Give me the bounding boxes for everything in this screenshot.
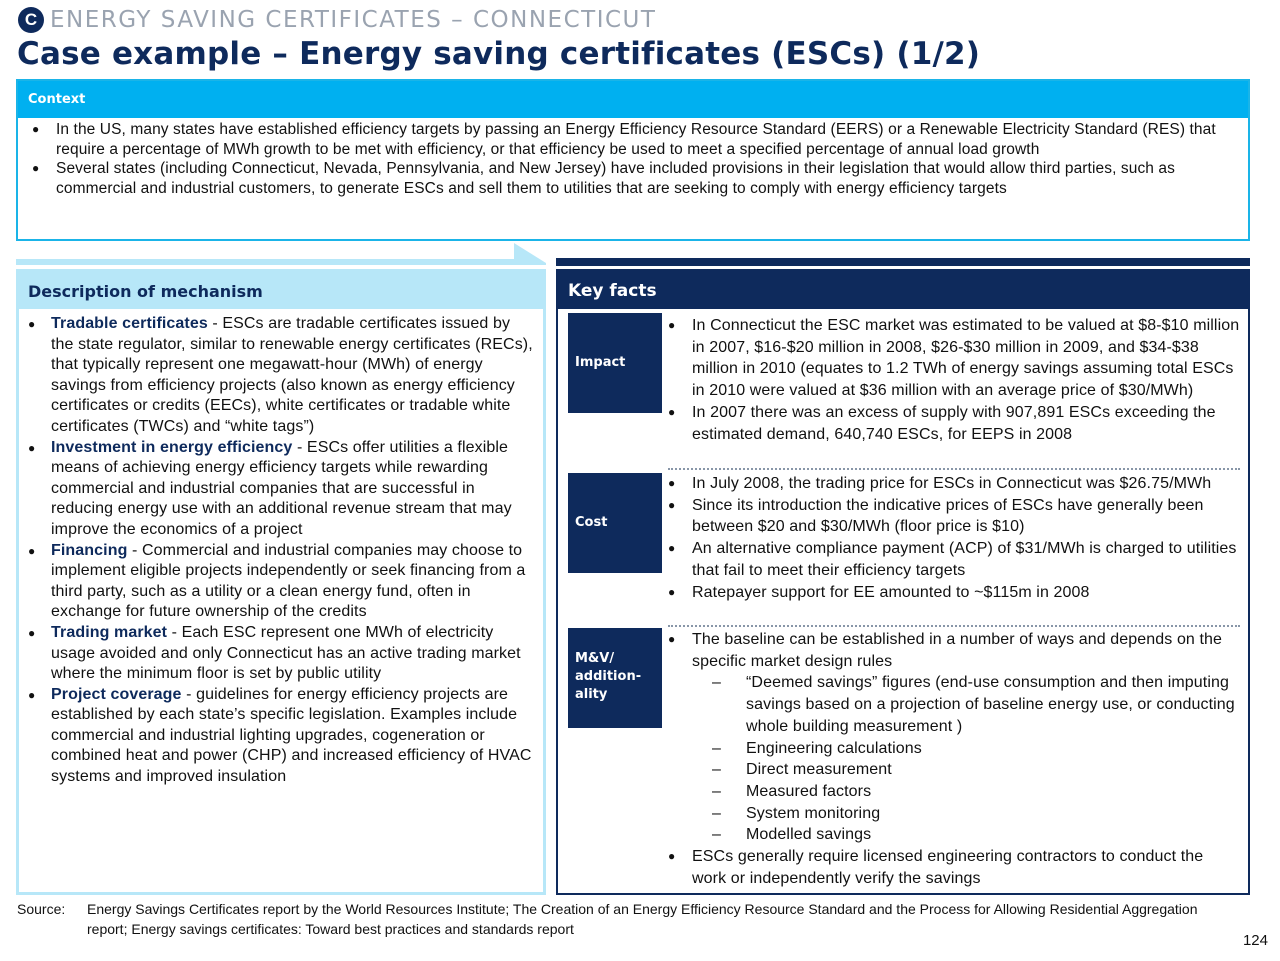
mechanism-term: Financing	[51, 541, 128, 559]
context-heading: Context	[18, 81, 1248, 118]
page-number: 124	[1242, 932, 1268, 949]
mechanism-item	[28, 623, 535, 685]
mv-sub-bullet: – Direct measurement	[668, 759, 1240, 781]
mv-sub-bullet: – System monitoring	[668, 803, 1240, 825]
cost-body	[668, 473, 1240, 603]
impact-bullet: ● In 2007 there was an excess of supply with 907,891 ESCs exceeding the estimated demand, 640,740 ESCs, for EEPS in 2008	[668, 402, 1240, 445]
mv-sub-bullet: – Measured factors	[668, 781, 1240, 803]
mv-sub-bullet: – “Deemed savings” figures (end-use consumption and then imputing savings based on a projection of baseline energy use, or conducting whole building measurement )	[668, 672, 1240, 737]
mechanism-text: - Commercial and industrial companies may choose to implement eligible projects independently or seek financing from a third party, such as a utility or a clean energy fund, often in exchange for future ownership of the credits	[51, 541, 526, 621]
source-note	[17, 899, 1237, 939]
section-header	[18, 6, 656, 34]
key-facts-panel	[556, 269, 1250, 895]
cost-separator	[668, 625, 1240, 627]
key-facts-strip	[556, 258, 1250, 266]
mechanism-item	[28, 541, 535, 623]
impact-body	[668, 315, 1240, 445]
mechanism-heading: Description of mechanism	[19, 272, 543, 309]
mechanism-text: - guidelines for energy efficiency projects are established by each state’s specific legislation. Examples include commercial and industrial lighting upgrades, cogeneration or combined heat and power (CHP) and increased efficiency of HVAC systems and improved insulation	[51, 685, 532, 786]
context-panel	[16, 79, 1250, 241]
cost-bullet: ● An alternative compliance payment (ACP) of $31/MWh is charged to utilities that fail to meet their efficiency targets	[668, 538, 1240, 581]
key-facts-heading: Key facts	[558, 271, 1248, 309]
mechanism-term: Investment in energy efficiency	[51, 438, 293, 456]
mechanism-item	[28, 314, 535, 438]
mechanism-panel	[16, 269, 546, 895]
mv-label	[568, 628, 662, 728]
impact-separator	[668, 468, 1240, 470]
mv-sub-bullet: – Modelled savings	[668, 824, 1240, 846]
context-list	[18, 118, 1248, 198]
mechanism-term: Project coverage	[51, 685, 182, 703]
mv-label-line: M&V/	[575, 651, 615, 666]
mechanism-list	[19, 309, 543, 788]
mv-label-line: addition-	[575, 669, 642, 684]
source-label: Source:	[17, 901, 66, 917]
cost-bullet: ● In July 2008, the trading price for ESCs in Connecticut was $26.75/MWh	[668, 473, 1240, 495]
mechanism-text: - Each ESC represent one MWh of electricity usage avoided and only Connecticut has an active trading market where the minimum floor is set by public utility	[51, 623, 521, 683]
page-title: Case example – Energy saving certificates (ESCs) (1/2)	[17, 36, 981, 72]
mechanism-item	[28, 438, 535, 541]
impact-bullet: ● In Connecticut the ESC market was estimated to be valued at $8-$10 million in 2007, $16-$20 million in 2008, $26-$30 million in 2009, and $34-$38 million in 2010 (equates to 1.2 TWh of energy savings assuming total ESCs in 2010 were valued at $36 million with an average price of $30/MWh)	[668, 315, 1240, 402]
context-bullet: ● Several states (including Connecticut, Nevada, Pennsylvania, and New Jersey) have included provisions in their legislation that would allow third parties, such as commercial and industrial customers, to generate ESCs and sell them to utilities that are seeking to comply with energy efficiency targets	[32, 159, 1234, 198]
mv-bullet: ● ESCs generally require licensed engineering contractors to conduct the work or independently verify the savings	[668, 846, 1240, 889]
impact-label: Impact	[568, 313, 662, 413]
mechanism-term: Tradable certificates	[51, 315, 208, 332]
mv-sub-bullet: – Engineering calculations	[668, 738, 1240, 760]
cost-bullet: ● Since its introduction the indicative prices of ESCs have generally been between $20 and $30/MWh (floor price is $10)	[668, 495, 1240, 538]
mv-body	[668, 629, 1240, 889]
mv-bullet: ● The baseline can be established in a number of ways and depends on the specific market design rules	[668, 629, 1240, 672]
context-bullet: ● In the US, many states have established efficiency targets by passing an Energy Efficiency Resource Standard (EERS) or a Renewable Electricity Standard (RES) that require a percentage of MWh growth to be met with efficiency, or that efficiency be used to meet a specified percentage of annual load growth	[32, 120, 1234, 159]
mechanism-text: - ESCs are tradable certificates issued by the state regulator, similar to renewable energy certificates (RECs), that typically represent one megawatt-hour (MWh) of energy savings from efficiency projects (also known as energy efficiency certificates or credits (EECs), white certificates or tradable white certificates (TWCs) and “white tags”)	[51, 315, 533, 435]
arrow-strip	[16, 243, 546, 265]
cost-bullet: ● Ratepayer support for EE amounted to ~$115m in 2008	[668, 582, 1240, 604]
section-tag: ENERGY SAVING CERTIFICATES – CONNECTICUT	[50, 7, 657, 33]
mechanism-item	[28, 685, 535, 788]
mv-label-line: ality	[575, 687, 608, 702]
mechanism-term: Trading market	[51, 623, 168, 641]
cost-label: Cost	[568, 473, 662, 573]
source-text: Energy Savings Certificates report by the World Resources Institute; The Creation of an Energy Efficiency Resource Standard and the Process for Allowing Residential Aggregation report; Energy savings certificates: Toward best practices and standards report	[87, 901, 1198, 937]
section-badge: C	[18, 7, 44, 33]
mechanism-text: - ESCs offer utilities a flexible means of achieving energy efficiency targets while rewarding commercial and industrial companies that are successful in reducing energy use with an additional revenue stream that may improve the economics of a project	[51, 438, 512, 538]
